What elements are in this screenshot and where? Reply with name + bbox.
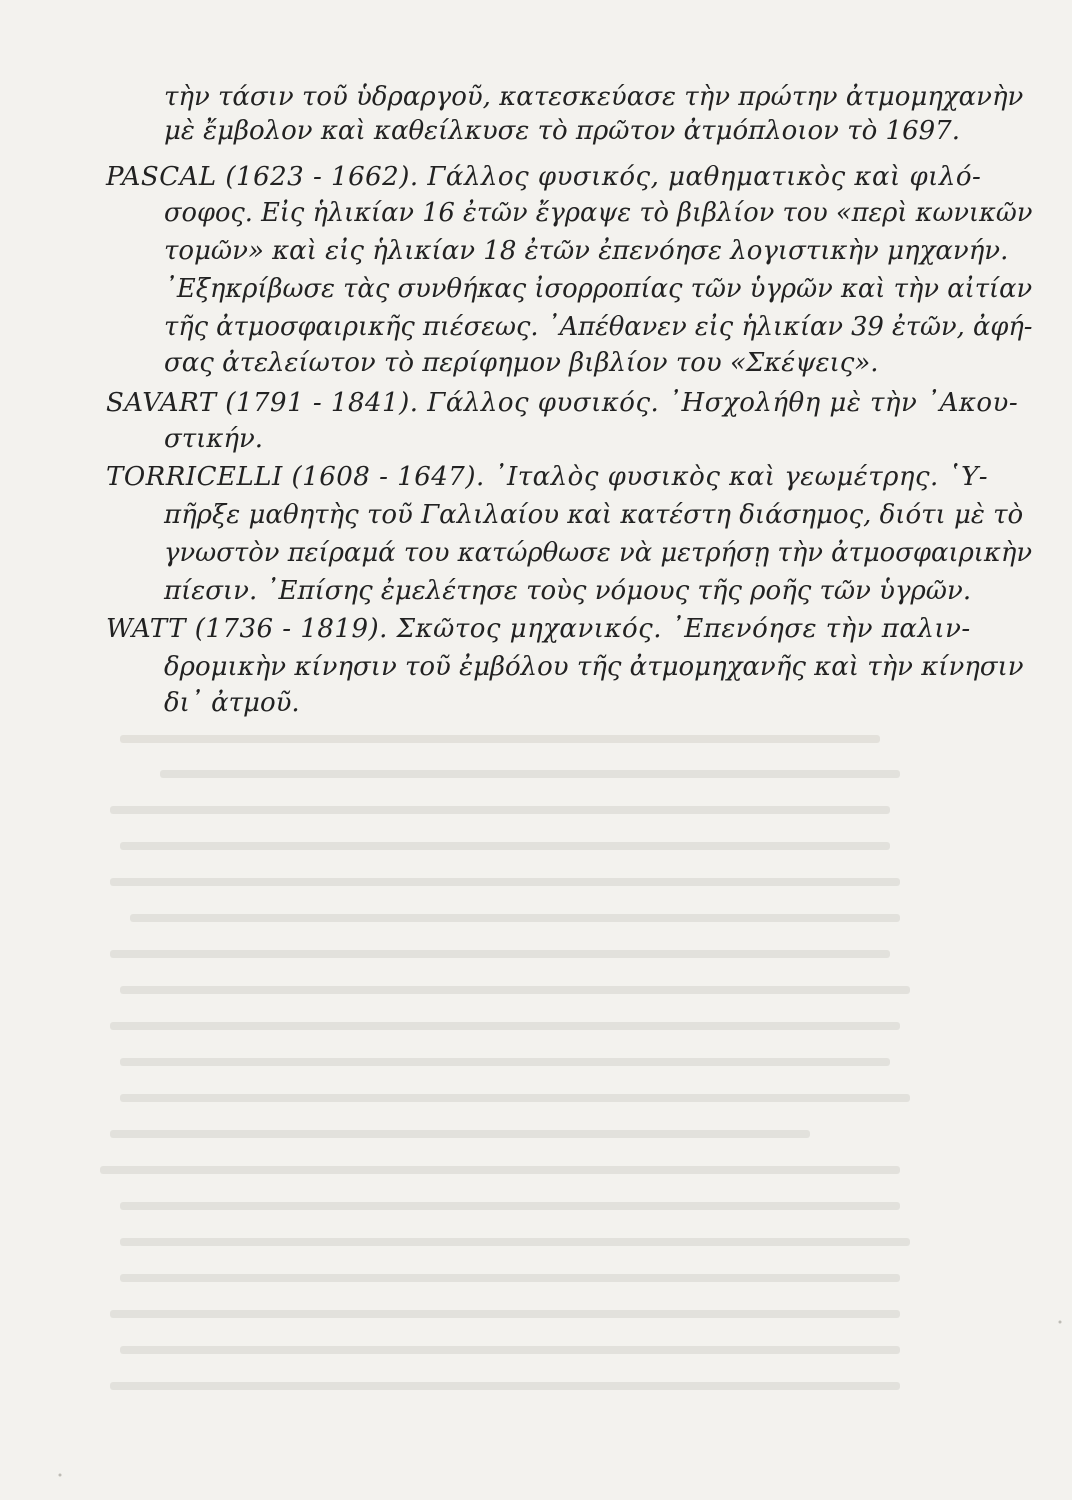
text-line: τομῶν» καὶ εἰς ἡλικίαν 18 ἐτῶν ἐπενόησε λογιστικὴν μηχανήν. — [164, 236, 1009, 266]
entry-torricelli: TORRICELLI (1608 - 1647). ᾿Ιταλὸς φυσικὸς καὶ γεωμέτρης. ῾Υ- — [106, 462, 989, 492]
text-line: πίεσιν. ᾿Επίσης ἐμελέτησε τοὺς νόμους τῆς ροῆς τῶν ὑγρῶν. — [164, 576, 972, 606]
text-line: στικήν. — [164, 424, 264, 454]
text-line: πῆρξε μαθητὴς τοῦ Γαλιλαίου καὶ κατέστη διάσημος, διότι μὲ τὸ — [164, 500, 1024, 530]
text-line: δι᾿ ἀτμοῦ. — [164, 688, 300, 718]
entry-watt: WATT (1736 - 1819). Σκῶτος μηχανικός. ᾿Επενόησε τὴν παλιν- — [106, 614, 971, 644]
entry-pascal: PASCAL (1623 - 1662). Γάλλος φυσικός, μαθηματικὸς καὶ φιλό- — [106, 162, 982, 192]
entry-savart: SAVART (1791 - 1841). Γάλλος φυσικός. ᾿Ησχολήθη μὲ τὴν ᾿Ακου- — [106, 388, 1019, 418]
text-line: τῆς ἀτμοσφαιρικῆς πιέσεως. ᾿Απέθανεν εἰς ἡλικίαν 39 ἐτῶν, ἀφή- — [164, 312, 1033, 342]
text-line: σοφος. Εἰς ἡλικίαν 16 ἐτῶν ἔγραψε τὸ βιβλίον του «περὶ κωνικῶν — [164, 198, 1033, 228]
text-line: σας ἀτελείωτον τὸ περίφημον βιβλίον του «Σκέψεις». — [164, 348, 879, 378]
text-line: ᾿Εξηκρίβωσε τὰς συνθήκας ἰσορροπίας τῶν ὑγρῶν καὶ τὴν αἰτίαν — [164, 274, 1033, 304]
text-line: τὴν τάσιν τοῦ ὑδραργοῦ, κατεσκεύασε τὴν πρώτην ἀτμομηχανὴν — [164, 82, 1024, 112]
text-line: γνωστὸν πείραμά του κατώρθωσε νὰ μετρήσῃ τὴν ἀτμοσφαιρικὴν — [164, 538, 1033, 568]
text-line: δρομικὴν κίνησιν τοῦ ἐμβόλου τῆς ἀτμομηχανῆς καὶ τὴν κίνησιν — [164, 652, 1024, 682]
text-line: μὲ ἔμβολον καὶ καθείλκυσε τὸ πρῶτον ἀτμόπλοιον τὸ 1697. — [164, 116, 960, 146]
